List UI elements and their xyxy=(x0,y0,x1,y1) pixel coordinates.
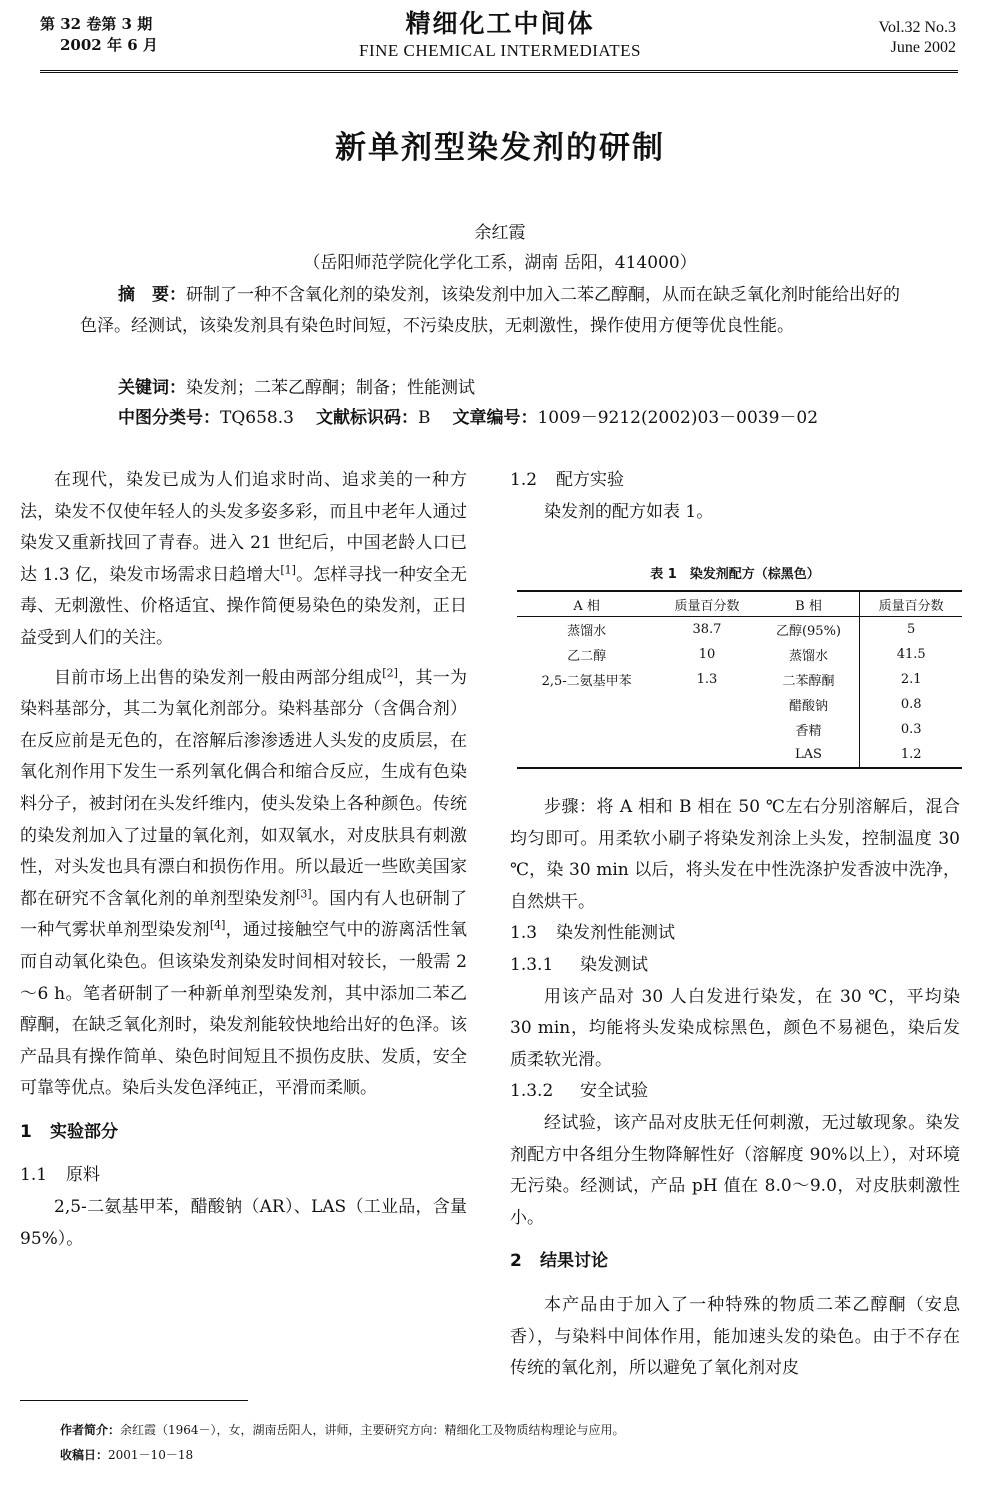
procedure-paragraph: 步骤：将 A 相和 B 相在 50 ℃左右分别溶解后，混合均匀即可。用柔软小刷子将染发剂涂上头发，控制温度 30 ℃，染 30 min 以后，将头发在中性洗涤护发香波中洗净，自然烘干。 xyxy=(510,797,960,912)
doc-code-label: 文献标识码： xyxy=(315,408,418,428)
citation-4: [4] xyxy=(209,918,226,932)
table-row xyxy=(517,742,962,768)
footnote-rule xyxy=(20,1400,248,1401)
section-1-3-1-heading xyxy=(510,950,960,982)
section-1-3-number: 1.3 xyxy=(510,923,538,944)
bio-text: 余红霞（1964－），女，湖南岳阳人，讲师，主要研究方向：精细化工及物质结构理论与应用。 xyxy=(120,1423,625,1437)
section-1-3-1-title: 染发测试 xyxy=(580,954,648,975)
table-cell: 蒸馏水 xyxy=(788,649,828,664)
intro-p2-b: ，其一为染料基部分，其二为氧化剂部分。染料基部分（含偶合剂）在反应前是无色的，在溶解后渗渗透进人头发的皮质层，在氧化剂作用下发生一系列氧化偶合和缩合反应，生成有色染料分子，被封闭在头发纤维内，使头发染上各种颜色。传统的染发剂加入了过量的氧化剂，如双氧水，对皮肤具有刺激性，对头发也具有漂白和损伤作用。所以最近一些欧美国家都在研究不含氧化剂的单剂型染发剂 xyxy=(20,667,468,909)
table-1 xyxy=(517,590,962,769)
table-row xyxy=(517,667,962,692)
table-cell: 38.7 xyxy=(692,622,722,637)
section-1-3-2-title: 安全试验 xyxy=(580,1081,648,1102)
journal-name xyxy=(0,8,1000,62)
table-row xyxy=(517,642,962,667)
issue-info-en xyxy=(879,18,957,58)
table-cell: 乙二醇 xyxy=(567,649,607,664)
article-title: 新单剂型染发剂的研制 xyxy=(335,130,665,166)
section-1-2-title: 配方实验 xyxy=(556,470,624,490)
author-name: 余红霞 xyxy=(474,223,526,243)
table-cell xyxy=(517,717,656,742)
table-row xyxy=(517,717,962,742)
table-cell: 乙醇(95%) xyxy=(775,624,842,639)
bio-label: 作者简介： xyxy=(60,1423,121,1437)
section-1-3-2-heading xyxy=(510,1076,960,1108)
table-cell: 1.3 xyxy=(696,672,718,687)
citation-3: [3] xyxy=(296,887,312,901)
table-cell xyxy=(656,742,757,768)
clc-label: 中图分类号： xyxy=(118,408,220,428)
table-cell: 41.5 xyxy=(860,642,962,667)
keywords-label: 关键词： xyxy=(118,378,186,398)
section-1-1-number: 1.1 xyxy=(20,1165,48,1186)
table-cell xyxy=(656,717,757,742)
section-1-3-2-number: 1.3.2 xyxy=(510,1081,554,1102)
section-2-heading xyxy=(510,1246,960,1278)
intro-p1-text: 在现代，染发已成为人们追求时尚、追求美的一种方法，染发不仅使年轻人的头发多姿多彩，而且中老年人通过染发又重新找回了青春。进入 21 世纪后，中国老龄人口已达 1.3 亿，染发市场需求日趋增大 xyxy=(20,470,467,585)
section-1-number: 1 xyxy=(20,1121,32,1142)
section-1-heading xyxy=(20,1117,467,1149)
section-1-3-title: 染发剂性能测试 xyxy=(556,923,675,944)
section-1-title: 实验部分 xyxy=(50,1121,118,1142)
table-cell: 醋酸钠 xyxy=(788,699,828,714)
section-2-title: 结果讨论 xyxy=(540,1251,608,1272)
intro-paragraph-2 xyxy=(20,663,467,1105)
safety-test-paragraph: 经试验，该产品对皮肤无任何刺激，无过敏现象。染发剂配方中各组分生物降解性好（溶解度 90%以上），对环境无污染。经测试，产品 pH 值在 8.0～9.0，对皮肤刺激性小。 xyxy=(510,1112,960,1228)
table-cell: 0.8 xyxy=(860,692,962,717)
table-header-cell: 质量百分数 xyxy=(656,591,757,617)
keywords xyxy=(118,374,475,402)
results-paragraph: 本产品由于加入了一种特殊的物质二苯乙醇酮（安息香），与染料中间体作用，能加速头发的染色。由于不存在传统的氧化剂，所以避免了氧化剂对皮 xyxy=(510,1294,960,1379)
table-header-cell: B 相 xyxy=(758,591,860,617)
intro-p2-a: 目前市场上出售的染发剂一般由两部分组成 xyxy=(54,667,383,688)
section-1-1-title: 原料 xyxy=(66,1165,100,1186)
table-1-title: 表 1 染发剂配方（棕黑色） xyxy=(650,567,820,582)
citation-1: [1] xyxy=(280,563,296,577)
recipe-intro: 染发剂的配方如表 1。 xyxy=(544,501,714,522)
section-1-3-1-number: 1.3.1 xyxy=(510,954,554,975)
table-cell: 蒸馏水 xyxy=(567,624,607,639)
article-no-value: 1009－9212(2002)03－0039－02 xyxy=(537,408,819,428)
table-header-cell: A 相 xyxy=(517,591,656,617)
table-cell: 二苯醇酮 xyxy=(782,674,835,689)
intro-p2-d: ，通过接触空气中的游离活性氧而自动氧化染色。但该染发剂染发时间相对较长，一般需 2～6 h。笔者研制了一种新单剂型染发剂，其中添加二苯乙醇酮，在缺乏氧化剂时，染发剂能较快地给出好的色泽。该产品具有操作简单、染色时间短且不损伤皮肤、发质，安全可靠等优点。染后头发色泽纯正，平滑而柔顺。 xyxy=(20,920,468,1099)
author-affiliation: （岳阳师范学院化学化工系，湖南 岳阳，414000） xyxy=(303,253,697,273)
table-cell xyxy=(656,692,757,717)
table-cell: 香精 xyxy=(795,724,822,739)
section-1-2-number: 1.2 xyxy=(510,470,538,490)
right-column-top xyxy=(510,465,960,528)
citation-2: [2] xyxy=(382,665,398,679)
keywords-text: 染发剂；二苯乙醇酮；制备；性能测试 xyxy=(186,378,475,398)
table-cell: 10 xyxy=(698,647,716,662)
received-value: 2001－10－18 xyxy=(108,1448,194,1462)
table-cell xyxy=(517,692,656,717)
received-date xyxy=(60,1443,625,1468)
abstract-text: 研制了一种不含氧化剂的染发剂，该染发剂中加入二苯乙醇酮，从而在缺乏氧化剂时能给出好的色泽。经测试，该染发剂具有染色时间短，不污染皮肤，无刺激性，操作使用方便等优良性能。 xyxy=(80,285,900,336)
table-row xyxy=(517,692,962,717)
section-1-1-heading xyxy=(20,1160,467,1192)
intro-paragraph-1 xyxy=(20,465,467,655)
table-cell: 0.3 xyxy=(860,717,962,742)
table-cell: 5 xyxy=(860,617,962,643)
doc-code-value: B xyxy=(417,408,431,428)
volume-en: Vol.32 No.3 xyxy=(878,19,956,36)
volume-issue: 第 32 卷第 3 期 xyxy=(40,15,153,33)
footnote xyxy=(60,1418,625,1468)
author-bio xyxy=(60,1418,625,1443)
journal-name-en: FINE CHEMICAL INTERMEDIATES xyxy=(358,41,642,60)
table-row xyxy=(517,617,962,643)
left-column xyxy=(20,465,467,1255)
table-cell: 2,5-二氨基甲苯 xyxy=(541,674,632,689)
dye-test-paragraph: 用该产品对 30 人白发进行染发，在 30 ℃，平均染 30 min，均能将头发染成棕黑色，颜色不易褪色，染后发质柔软光滑。 xyxy=(510,986,960,1070)
header-rule xyxy=(40,70,958,75)
intro-p1-tail: 。怎样寻找一种安全无毒、无刺激性、价格适宜、操作简便易染色的染发剂，正日益受到人们的关注。 xyxy=(20,564,468,648)
table-cell xyxy=(517,742,656,768)
journal-name-cn: 精细化工中间体 xyxy=(405,9,595,38)
abstract xyxy=(80,280,910,342)
table-cell: LAS xyxy=(758,742,860,768)
table-header-row xyxy=(517,591,962,617)
section-1-3-heading xyxy=(510,918,960,950)
classification-line xyxy=(118,404,818,432)
section-2-number: 2 xyxy=(510,1251,522,1272)
table-cell: 1.2 xyxy=(860,742,962,768)
issue-date-cn: 2002 年 6 月 xyxy=(60,36,158,54)
materials-paragraph: 2,5-二氨基甲苯，醋酸钠（AR）、LAS（工业品，含量 95%）。 xyxy=(20,1197,467,1249)
received-label: 收稿日： xyxy=(60,1448,109,1462)
table-cell: 2.1 xyxy=(860,667,962,692)
clc-value: TQ658.3 xyxy=(220,408,294,428)
table-header-cell: 质量百分数 xyxy=(860,591,962,617)
intro-p2-c: 。国内有人也研制了一种气雾状单剂型染发剂 xyxy=(20,888,468,941)
article-no-label: 文章编号： xyxy=(452,408,538,428)
section-1-2-heading xyxy=(510,465,960,497)
right-column-bottom xyxy=(510,792,960,1385)
abstract-label: 摘 要： xyxy=(118,285,186,305)
issue-date-en: June 2002 xyxy=(890,39,956,56)
